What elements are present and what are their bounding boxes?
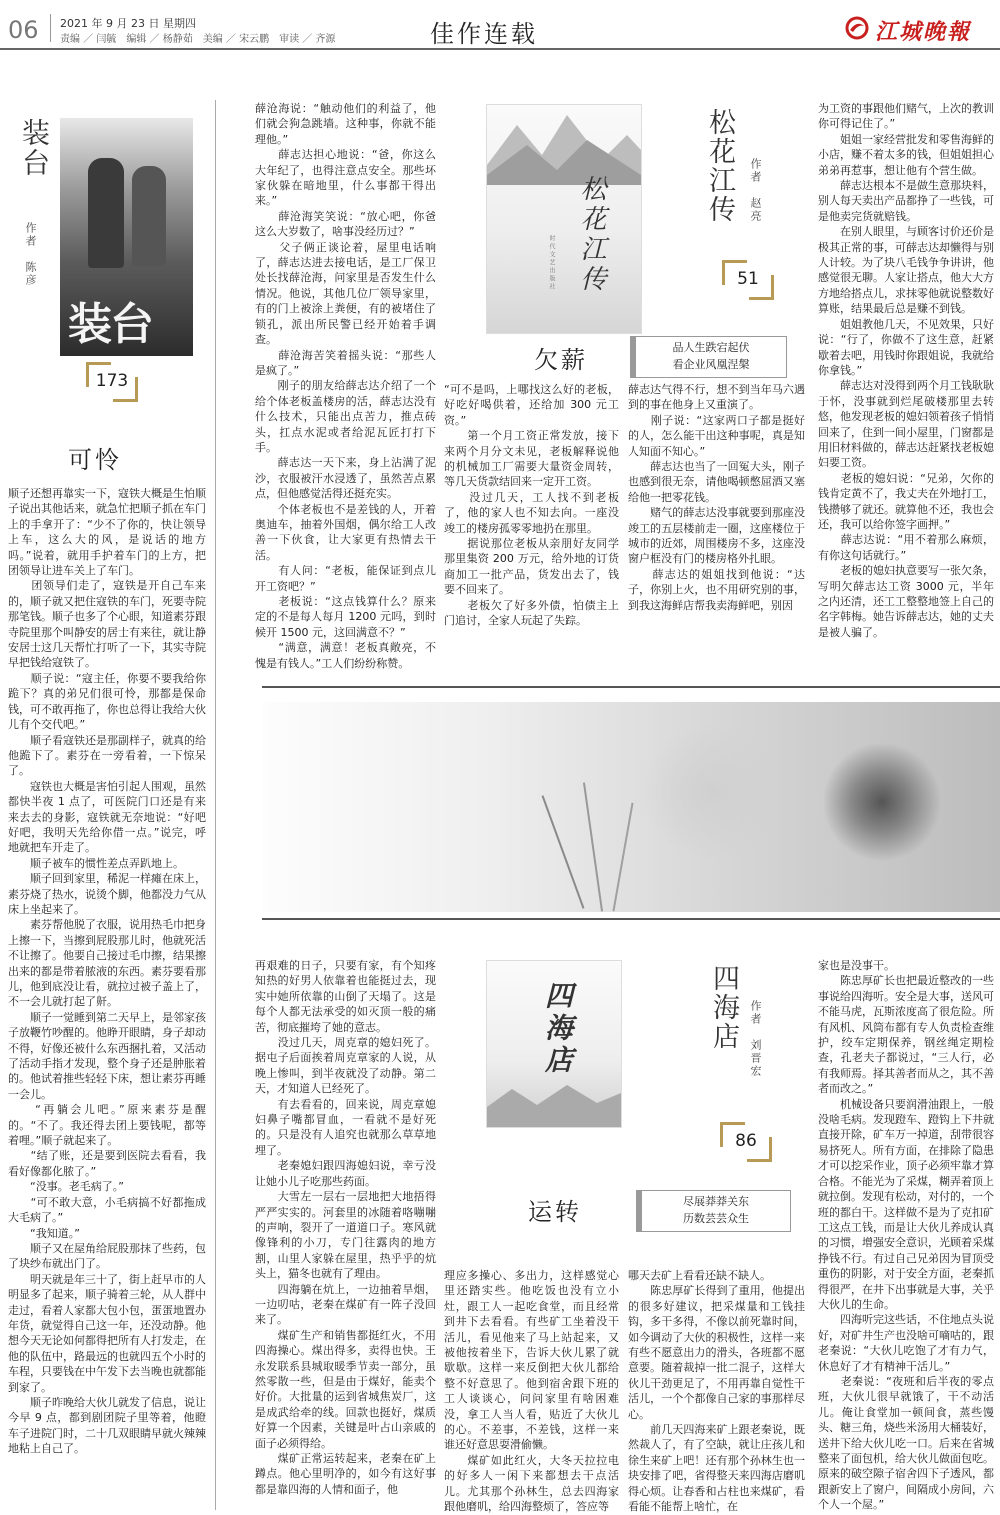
sihai-body-col5: 家也是没事干。 陈忠厚矿长也把最近整改的一些事说给四海听。安全是大事，送风可不能马虎，瓦斯浓度高了很危险。所有风机、风筒布都有专人负责检查维护，绞车定期保养，钢丝绳定期检查，孔老夫子都说过，“三人行，必有我师焉。择其善者而从之，其不善者而改之。” 机械设备只要润滑油跟上，一般没啥毛病。发现蹬车、蹬钩上下井就直接开除，矿车万一掉道，刮带很容易挤死人。所有方面，在排除了隐患才可以挖采作业，顶子必须牢靠才算合格。不能光为了采煤，糊弄着顶上就拉倒。发现有松动，对付的，一个班的都白干。这样做不是为了克扣矿工这点工钱，而是让大伙儿养成认真的习惯，增强安全意识，光顾着采煤挣钱不行。有过自己兄弟因为冒顶受重伤的阴影，对于安全方面，老秦抓得很严，在井下出事就是大事，关乎大伙儿的生命。 四海听完这些话，不住地点头说好，对矿井生产也没啥可嘀咕的，跟老秦说：“大伙儿吃饱了才有力气，休息好了才有精神干活儿。” 老秦说：“夜班和后半夜的零点班，大伙儿很早就饿了，干不动活儿。俺让食堂加一顿间食，蒸些馒头、糖三角，烧些米汤用大桶装好，送井下给大伙儿吃一口。后来在省城整来了面包机，给大伙儿做面包吃。原来的破空隙子宿舍四下子透风，都跟新安上了窗户，间隔成小房间，六个人一个屋。” [818,959,994,1512]
songhua-episode-number: 51 [737,269,759,289]
section-rule-bottom [262,918,1000,920]
songhua-subtitle-box [630,336,787,378]
zhuangtai-episode-badge [86,362,138,402]
songhua-body-col3: “可不是吗，上哪找这么好的老板，好吃好喝供着，还给加 300 元工资。” 第一个月工资正常发放，接下来两个月分文未见，老板解释说他的机械加工厂需要大量资金周转，等几天货款结回来一定开工资。 没过几天，工人找不到老板了，他的家人也不知去向。一座没竣工的楼房孤零零地扔在那里。 据说那位老板从亲朋好友同学那里集资 200 万元，给外地的订货商加工一批产品，货发出去了，钱要不回来了。 老板欠了好多外债，怕债主上门追讨，全家人玩起了失踪。 [444,383,619,628]
header-rule [0,48,1000,50]
sihai-cover-title: 四海店 [541,981,574,1077]
logo [845,16,995,45]
header-divider [50,14,51,42]
songhua-cover-image [486,104,642,334]
editor-credits: 责编 ／ 闫毓 编辑 ／ 杨静茹 美编 ／ 宋云鹏 审读 ／ 齐源 [60,34,336,45]
sihai-body-col4: 哪天去矿上看看还缺不缺人。 陈忠厚矿长得到了重用，他提出的很多好建议，把采煤量和工钱挂钩，多干多得，不像以前死靠时间，如今调动了大伙的积极性，这样一来有些不愿意出力的滑头，各班都不愿意要。随着裁掉一批二混子，这样大伙儿干劲更足了，不用再靠自觉性干活儿，一个个都像自己家的事那样尽心。 前几天四海来矿上跟老秦说，既然裁人了，有了空缺，就让庄孩儿和徐生来矿上吧！还有那个孙林生也一块安排了吧，省得整天来四海店磨叽得心烦。让春香和占柱也来煤矿，看看能不能帮上啥忙，在 [628,1269,805,1514]
zhuangtai-body-col1: 顺子还想再靠实一下，寇铁大概是生怕顺子说出其他话来，就急忙把顺子抓在车门上的手拿开了：“少不了你的，快让领导上车，这么大的风，是说话的地方吗。”说着，就用手护着车门的上方，把团领导让进车关上了车门。 团领导们走了，寇铁是开自己车来的，顺子就又把住寇铁的车门，死要寺院那笔钱。顺子也多了个心眼，知道素芬跟寺院里那个叫静安的居士有来往，就让静安居士这几天帮忙打听了一下，其实寺院早把钱给寇铁了。 顺子说：“寇主任，你要不要我给你跪下？真的弟兄们很可怜，那都是保命钱，可不敢再拖了，你也总得让我给大伙儿有个交代吧。” 顺子看寇铁还是那副样子，就真的给他跪下了。素芬在一旁看着，一下惊呆了。 寇铁也大概是害怕引起人围观，虽然都快半夜 1 点了，可医院门口还是有来来去去的身影，寇铁就无奈地说：“好吧好吧，我明天先给你借一点。”说完，呼地就把车开走了。 顺子被车的惯性差点弄趴地上。 顺子回到家里，稀泥一样瘫在床上，素芬烧了热水，说烫个脚，他都没力气从床上坐起来了。 素芬帮他脱了衣服，说用热毛巾把身上擦一下，当擦到屁股那儿时，他就死活不让擦了。他要自己接过毛巾擦，结果擦出来的都是带着脓液的东西。素芬要看那儿，他到底没让看，就拉过被子盖上了，不一会儿就打起了鼾。 顺子一觉睡到第二天早上，是邻家孩子放鞭竹吵醒的。他睁开眼睛，身子却动不得，好像还被什么东西捆扎着，又活动了活动手指才发现，整个身子还是肿胀着的。他试着推些轻轻下床，想让素芬再睡一会儿。 “再躺会儿吧。”原来素芬是醒的。“不了。我还得去团上要钱呢，都等着哩。”顺子就起来了。 “结了账，还是要到医院去看看，我看好像都化脓了。” “没事。老毛病了。” “可不敢大意，小毛病搞不好都拖成大毛病了。” “我知道。” 顺子又在屋角给屁股那抹了些药，包了块纱布就出门了。 明天就是年三十了，街上赶早市的人明显多了起来，顺子骑着三轮，从人群中走过，看着人家都大包小包，蛋蛋地置办年货，就觉得自己这一年，还没动静。他想今天无论如何都得把所有人打发走，在他的队伍中，路最远的也就四五个小时的车程，只要钱在中午发下去当晚也就都能到家了。 顺子昨晚给大伙儿就发了信息，说让今早 9 点，都到剧团院子里等着，他瞪车子进院门时，二十几双眼睛早就火辣辣地粘上自己了。 [8,487,206,1456]
cover-figure-1 [88,158,124,268]
flower-stem-1 [542,795,585,908]
flower-blur-2 [822,742,942,862]
songhua-subtitle-line1: 品人生跌宕起伏 [672,341,750,354]
songhua-title: 松花江传 [704,108,735,224]
zhuangtai-title-text: 装台 [18,118,51,178]
sihai-episode-number: 86 [735,1131,757,1151]
songhua-episode-badge [722,260,774,300]
songhua-cover-title: 松花江传 [576,175,606,295]
zhuangtai-body-col2: 薛沧海说：“触动他们的利益了，他们就会狗急跳墙。这种事，你就不能理他。” 薛志达担心地说：“爸，你这么大年纪了，也得注意点安全。那些坏家伙躲在暗地里，什么事都干得出来。” 薛沧海笑笑说：“放心吧，你爸这么大岁数了，啥事没经历过？” 父子俩正谈论着，屋里电话响了，薛志达进去接电话，是工厂保卫处长找薛沧海，问家里是否发生什么情况。他说，其他几位厂领导家里，有的门上被涂上粪便，有的被堵住了锁孔，派出所民警已经开始着手调查。 薛沧海苦笑着摇头说：“那些人是疯了。” 刚子的朋友给薛志达介绍了一个给个体老板盖楼房的活，薛志达没有什么技术，只能出点苦力，推点砖头，扛点水泥或者给泥瓦匠打打下手。 薛志达一天下来，身上沾满了泥沙，衣服被汗水浸透了，虽然苦点累点，但他感觉活得还挺充实。 个体老板也不是差钱的人，开着奥迪车，抽着外国烟，偶尔给工人改善一下伙食，让大家更有热情去干活。 有人问：“老板，能保证到点儿开工资吧？” 老板说：“这点钱算什么？原来定的不是每人每月 1200 元吗，到时候开 1500 元，这回满意不？” “满意，满意！老板真敞亮，不愧是有钱人。”工人们纷纷称赞。 [255,102,436,670]
songhua-body-col5: 为工资的事跟他们赌气，上次的教训你可得记住了。” 姐姐一家经营批发和零售海鲜的小店，赚不着太多的钱，但姐姐担心弟弟再惹事，想让他有个营生做。 薛志达根本不是做生意那块料，别人每天卖出产品都挣了一些钱，可是他卖完货就赔钱。 在别人眼里，与顾客讨价还价是极其正常的事，可薛志达却懒得与别人计较。为了块八毛钱争争讲讲，他感觉很无聊。人家让搭点，他大大方方地给搭点儿，求抹零他就说整数好算账，结果最后总是赚不到钱。 姐姐教他几天，不见效果，只好说：“行了，你做不了这生意，赶紧歇着去吧，用钱时你跟姐说，我就给你拿钱。” 薛志达对没得到两个月工钱耿耿于怀，没事就到烂尾破楼那里去转悠，他发现老板的媳妇领着孩子悄悄回来了，住到一间小屋里，门窗都是用旧材料做的，薛志达赶紧找老板媳妇要工资。 老板的媳妇说：“兄弟，欠你的钱肯定黄不了，我丈夫在外地打工，钱攒够了就还。就算他不还，我也会还，我可以给你签字画押。” 薛志达说：“用不着那么麻烦，有你这句话就行。” 老板的媳妇执意要写一张欠条，写明欠薛志达工资 3000 元，半年之内还清，还工工整整地签上自己的名字韩梅。她告诉薛志达，她的丈夫是被人骗了。 [818,102,994,639]
sihai-author: 作者 刘晋宏 [749,1000,762,1078]
sihai-body-col3: 理应多操心、多出力，这样感觉心里还踏实些。他吃饭也没有立小灶，跟工人一起吃食堂，而且经常到井下去看看。有些矿工坐着没干活儿，看见他来了马上站起来，又被他按着坐下，告诉大伙儿累了就歇歇。这样一来反倒把大伙儿都给整不好意思了。他到宿舍跟下班的工人谈谈心，问问家里有啥困难没，拿工人当人看，贴近了大伙儿的心。不差事，不差钱，这样一来谁还好意思耍滑偷懒。 煤矿如此红火，大冬天拉拉电的好多人一闲下来都想去干点活儿。尤其那个孙林生，总去四海家跟他磨叽，给四海整烦了，答应等 [444,1269,619,1514]
landscape-art-icon [487,1077,621,1127]
zhuangtai-episode-number: 173 [95,371,129,391]
flower-stem-3 [612,803,633,912]
page-header [0,0,1000,48]
zhuangtai-title [14,118,51,178]
songhua-cover-publisher: 时代文艺出版社 [548,235,555,291]
songhua-body-col4: 薛志达气得不行，想不到当年马六遇到的事在他身上又重演了。 刚子说：“这家两口子都是挺好的人，怎么能干出这种事呢，真是知人知面不知心。” 薛志达也当了一回冤大头，刚子也感到很无奈，请他喝顿憋屈酒又塞给他一把零花钱。 赌气的薛志达没事就要到那座没竣工的五层楼前走一圈，这座楼位于城市的近郊，周围楼房不多，这座没窗户框没有门的楼房格外扎眼。 薛志达的姐姐找到他说：“达子，你别上火，也不用研究别的事，到我这海鲜店帮我卖海鲜吧，别因 [628,383,805,612]
sihai-body-col2: 再艰难的日子，只要有家，有个知疼知热的好男人依靠着也能挺过去，现实中她所依靠的山倒了天塌了。这是每个人都无法承受的如灭顶一般的痛苦，彻底摧垮了她的意志。 没过几天，周克章的媳妇死了。据屯子后面挨着周克章家的人说，从晚上惨叫，到半夜就没了动静。第二天，才知道人已经死了。 有去看看的，回来说，周克章媳妇鼻子嘴都冒血，一看就不是好死的。只是没有人追究也就那么草草地埋了。 老秦媳妇跟四海媳妇说，幸亏没让她小儿子吃那些药面。 大雪左一层右一层地把大地捂得严严实实的。河套里的冰随着咯嘣嘣的声响，裂开了一道道口子。寒风就像锋利的小刀，专门往露肉的地方割，山里人家躲在屋里，热乎乎的炕头上，猫冬也就有了理由。 四海躺在炕上，一边抽着旱烟，一边叨咕，老秦在煤矿有一阵子没回来了。 煤矿生产和销售都挺红火，不用四海操心。煤出得多，卖得也快。王永发联系县城取暖季节卖一部分，虽然零散一些，但是由于煤好，能卖个好价。大批量的运到省城焦炭厂，这是成武给牵的线。回款也挺好，煤质好算一个因素，关键是叶占山亲戚的面子必须得给。 煤矿正常运转起来，老秦在矿上蹲点。他心里明净的，如今有这好事都是靠四海的人情和面子，他 [255,959,436,1496]
cover-figure-2 [132,166,166,266]
cover-title-art: 装台 [68,299,152,350]
flower-stem-2 [583,782,603,911]
songhua-subtitle-line2: 看企业风凰涅槃 [672,358,750,371]
logo-emblem-icon [845,16,869,40]
zhuangtai-chapter-title: 可怜 [68,446,122,474]
sihai-subtitle-box [636,1190,791,1232]
issue-date: 2021 年 9 月 23 日 星期四 [60,17,196,30]
sihai-cover-image [486,960,622,1128]
sihai-chapter-title: 运转 [528,1198,582,1226]
page-number: 06 [8,16,39,44]
zhuangtai-cover-image [60,118,193,356]
sihai-subtitle-line2: 历数芸芸众生 [683,1212,749,1225]
zhuangtai-author: 作者 陈彦 [24,222,37,287]
sihai-title: 四海店 [708,964,739,1051]
section-rule-top [262,686,1000,688]
songhua-author: 作者 赵亮 [749,158,762,223]
flower-blur-1 [642,722,782,862]
mountain-art-icon [487,105,641,185]
column-divider [215,100,216,1510]
sihai-subtitle-line1: 尽展莽莽关东 [683,1195,749,1208]
logo-text: 江城晚報 [875,19,972,45]
songhua-chapter-title: 欠薪 [534,346,588,374]
flower-photo [262,702,1000,912]
section-title: 佳作连载 [430,20,538,48]
sihai-episode-badge [720,1122,772,1162]
